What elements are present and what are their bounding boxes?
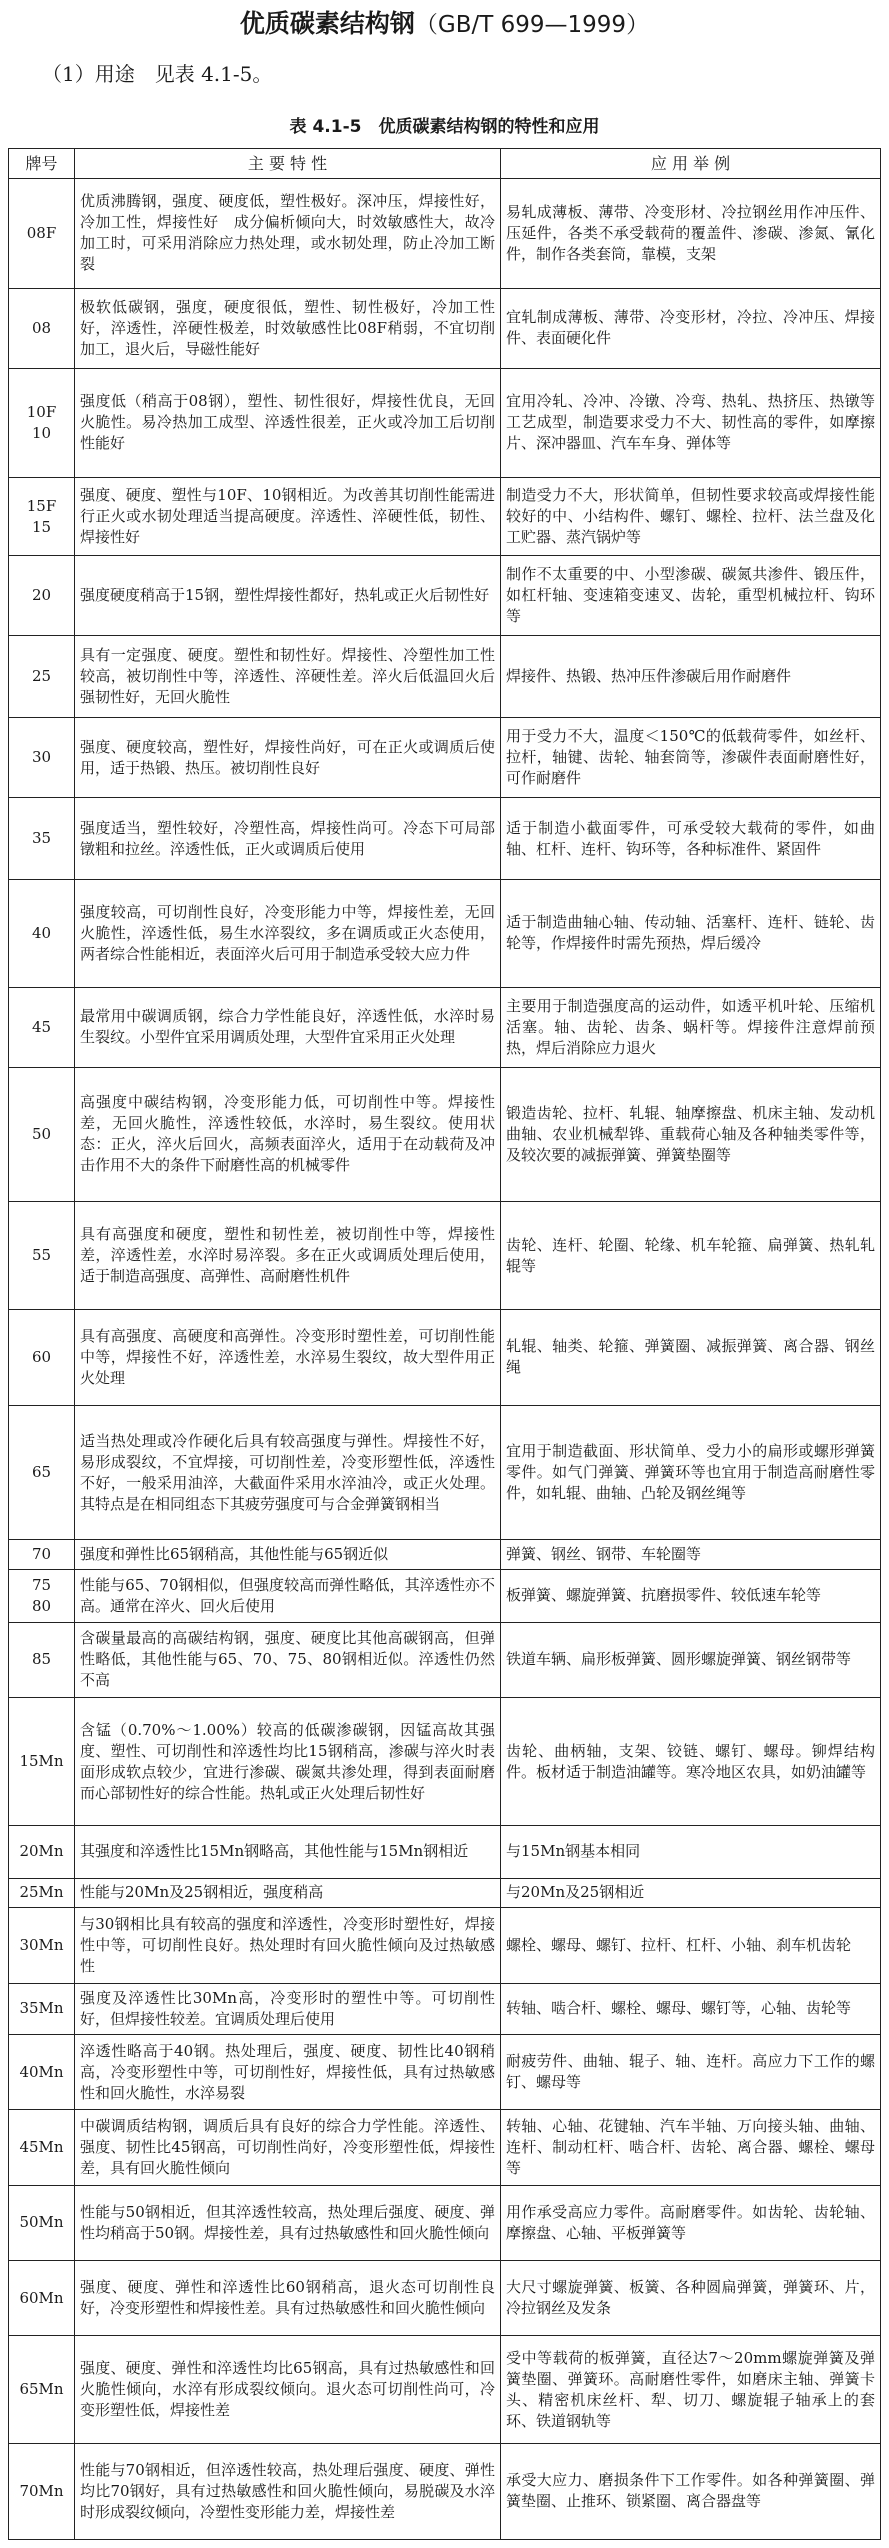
grade-cell: 15Mn (9, 1698, 75, 1826)
properties-cell: 具有高强度和硬度，塑性和韧性差，被切削性中等，焊接性差，淬透性差，水淬时易淬裂。多在正火或调质处理后使用，适于制造高强度、高弹性、高耐磨性机件 (75, 1202, 501, 1309)
table-row (9, 478, 881, 556)
table-row (9, 880, 881, 987)
grade-cell: 15F 15 (9, 478, 75, 556)
table-row (9, 555, 881, 635)
applications-cell: 板弹簧、螺旋弹簧、抗磨损零件、较低速车轮等 (501, 1570, 881, 1623)
usage-line: （1）用途 见表 4.1-5。 (42, 62, 273, 86)
applications-cell: 主要用于制造强度高的运动件，如透平机叶轮、压缩机活塞。轴、齿轮、齿条、蜗杆等。焊接件注意焊前预热，焊后消除应力退火 (501, 987, 881, 1067)
properties-cell: 具有一定强度、硬度。塑性和韧性好。焊接性、冷塑性加工性较高，被切削性中等，淬透性、淬硬性差。淬火后低温回火后强韧性好，无回火脆性 (75, 635, 501, 717)
table-row (9, 2261, 881, 2336)
grade-cell: 20Mn (9, 1825, 75, 1878)
applications-cell: 用于受力不大，温度＜150℃的低载荷零件，如丝杆、拉杆，轴键、齿轮、轴套筒等，渗碳件表面耐磨性好，可作耐磨件 (501, 718, 881, 798)
table-caption: 表 4.1-5 优质碳素结构钢的特性和应用 (289, 117, 600, 137)
applications-cell: 与15Mn钢基本相同 (501, 1825, 881, 1878)
column-header-grade: 牌号 (9, 149, 75, 179)
table-row (9, 1908, 881, 1983)
table-row (9, 1309, 881, 1405)
properties-cell: 高强度中碳结构钢，冷变形能力低，可切削性中等。焊接性差，无回火脆性，淬透性较低，水淬时，易生裂纹。使用状态：正火，淬火后回火，高频表面淬火，适用于在动载荷及冲击作用不大的条件下耐磨性高的机械零件 (75, 1067, 501, 1202)
table-row (9, 2185, 881, 2260)
properties-cell: 中碳调质结构钢，调质后具有良好的综合力学性能。淬透性、强度、韧性比45钢高，可切削性尚好，冷变形塑性低，焊接性差，具有回火脆性倾向 (75, 2110, 501, 2185)
table-row (9, 1878, 881, 1908)
applications-cell: 锻造齿轮、拉杆、轧辊、轴摩擦盘、机床主轴、发动机曲轴、农业机械犁铧、重载荷心轴及各种轴类零件等，及较次要的减振弹簧、弹簧垫圈等 (501, 1067, 881, 1202)
grade-cell: 40Mn (9, 2034, 75, 2109)
grade-cell: 08F (9, 179, 75, 289)
properties-cell: 含碳量最高的高碳结构钢，强度、硬度比其他高碳钢高，但弹性略低，其他性能与65、70、75、80钢相近似。淬透性仍然不高 (75, 1622, 501, 1697)
column-header-properties: 主 要 特 性 (75, 149, 501, 179)
table-row (9, 1698, 881, 1826)
grade-cell: 20 (9, 555, 75, 635)
table-row (9, 1067, 881, 1202)
grade-cell: 85 (9, 1622, 75, 1697)
applications-cell: 受中等载荷的板弹簧，直径达7～20mm螺旋弹簧及弹簧垫圈、弹簧环。高耐磨性零件，如磨床主轴、弹簧卡头、精密机床丝杆、犁、切刀、螺旋辊子轴承上的套环、铁道钢轨等 (501, 2336, 881, 2443)
applications-cell: 宜用于制造截面、形状简单、受力小的扁形或螺形弹簧零件。如气门弹簧、弹簧环等也宜用于制造高耐磨性零件，如轧辊、曲轴、凸轮及钢丝绳等 (501, 1405, 881, 1540)
applications-cell: 铁道车辆、扁形板弹簧、圆形螺旋弹簧、钢丝钢带等 (501, 1622, 881, 1697)
properties-cell: 性能与20Mn及25钢相近，强度稍高 (75, 1878, 501, 1908)
applications-cell: 适于制造小截面零件，可承受较大载荷的零件，如曲轴、杠杆、连杆、钩环等，各种标准件、紧固件 (501, 798, 881, 880)
grade-cell: 35Mn (9, 1983, 75, 2034)
applications-cell: 易轧成薄板、薄带、冷变形材、冷拉钢丝用作冲压件、压延件，各类不承受载荷的覆盖件、渗碳、渗氮、氰化件，制作各类套筒，靠模，支架 (501, 179, 881, 289)
grade-cell: 45 (9, 987, 75, 1067)
applications-cell: 用作承受高应力零件。高耐磨零件。如齿轮、齿轮轴、摩擦盘、心轴、平板弹簧等 (501, 2185, 881, 2260)
grade-cell: 45Mn (9, 2110, 75, 2185)
properties-cell: 含锰（0.70%～1.00%）较高的低碳渗碳钢，因锰高故其强度、塑性、可切削性和淬透性均比15钢稍高，渗碳与淬火时表面形成软点较少，宜进行渗碳、碳氮共渗处理，得到表面耐磨而心部韧性好的综合性能。热轧或正火处理后韧性好 (75, 1698, 501, 1826)
applications-cell: 齿轮、连杆、轮圈、轮缘、机车轮箍、扁弹簧、热轧轧辊等 (501, 1202, 881, 1309)
properties-cell: 与30钢相比具有较高的强度和淬透性，冷变形时塑性好，焊接性中等，可切削性良好。热处理时有回火脆性倾向及过热敏感性 (75, 1908, 501, 1983)
table-row (9, 1622, 881, 1697)
applications-cell: 弹簧、钢丝、钢带、车轮圈等 (501, 1540, 881, 1570)
properties-cell: 最常用中碳调质钢，综合力学性能良好，淬透性低，水淬时易生裂纹。小型件宜采用调质处理，大型件宜采用正火处理 (75, 987, 501, 1067)
grade-cell: 40 (9, 880, 75, 987)
properties-cell: 具有高强度、高硬度和高弹性。冷变形时塑性差，可切削性能中等，焊接性不好，淬透性差，水淬易生裂纹，故大型件用正火处理 (75, 1309, 501, 1405)
table-row (9, 1202, 881, 1309)
applications-cell: 承受大应力、磨损条件下工作零件。如各种弹簧圈、弹簧垫圈、止推环、锁紧圈、离合器盘等 (501, 2443, 881, 2539)
grade-cell: 50 (9, 1067, 75, 1202)
properties-cell: 强度硬度稍高于15钢，塑性焊接性都好，热轧或正火后韧性好 (75, 555, 501, 635)
table-row (9, 1540, 881, 1570)
applications-cell: 适于制造曲轴心轴、传动轴、活塞杆、连杆、链轮、齿轮等，作焊接件时需先预热，焊后缓冷 (501, 880, 881, 987)
grade-cell: 75 80 (9, 1570, 75, 1623)
applications-cell: 转轴、心轴、花键轴、汽车半轴、万向接头轴、曲轴、连杆、制动杠杆、啮合杆、齿轮、离合器、螺栓、螺母等 (501, 2110, 881, 2185)
properties-cell: 强度、硬度、弹性和淬透性均比65钢高，具有过热敏感性和回火脆性倾向，水淬有形成裂纹倾向。退火态可切削性尚可，冷变形塑性低，焊接性差 (75, 2336, 501, 2443)
grade-cell: 70 (9, 1540, 75, 1570)
properties-cell: 淬透性略高于40钢。热处理后，强度、硬度、韧性比40钢稍高，冷变形塑性中等，可切削性好，焊接性低，具有过热敏感性和回火脆性，水淬易裂 (75, 2034, 501, 2109)
grade-cell: 25Mn (9, 1878, 75, 1908)
applications-cell: 与20Mn及25钢相近 (501, 1878, 881, 1908)
grade-cell: 10F 10 (9, 368, 75, 478)
grade-cell: 35 (9, 798, 75, 880)
table-row (9, 288, 881, 368)
properties-cell: 极软低碳钢，强度，硬度很低，塑性、韧性极好，冷加工性好，淬透性，淬硬性极差，时效敏感性比08F稍弱，不宜切削加工，退火后，导磁性能好 (75, 288, 501, 368)
applications-cell: 宜轧制成薄板、薄带、冷变形材，冷拉、冷冲压、焊接件、表面硬化件 (501, 288, 881, 368)
table-row (9, 368, 881, 478)
column-header-applications: 应 用 举 例 (501, 149, 881, 179)
properties-cell: 强度较高，可切削性良好，冷变形能力中等，焊接性差，无回火脆性，淬透性低，易生水淬裂纹，多在调质或正火态使用，两者综合性能相近，表面淬火后可用于制造承受较大应力件 (75, 880, 501, 987)
applications-cell: 齿轮、曲柄轴，支架、铰链、螺钉、螺母。铆焊结构件。板材适于制造油罐等。寒冷地区农具，如奶油罐等 (501, 1698, 881, 1826)
properties-cell: 强度、硬度、弹性和淬透性比60钢稍高，退火态可切削性良好，冷变形塑性和焊接性差。具有过热敏感性和回火脆性倾向 (75, 2261, 501, 2336)
table-row (9, 987, 881, 1067)
properties-cell: 适当热处理或冷作硬化后具有较高强度与弹性。焊接性不好，易形成裂纹，不宜焊接，可切削性差，冷变形塑性低，淬透性不好，一般采用油淬，大截面件采用水淬油冷，或正火处理。其特点是在相同组态下其疲劳强度可与合金弹簧钢相当 (75, 1405, 501, 1540)
applications-cell: 螺栓、螺母、螺钉、拉杆、杠杆、小轴、刹车机齿轮 (501, 1908, 881, 1983)
applications-cell: 轧辊、轴类、轮箍、弹簧圈、减振弹簧、离合器、钢丝绳 (501, 1309, 881, 1405)
table-row (9, 1570, 881, 1623)
grade-cell: 08 (9, 288, 75, 368)
properties-cell: 强度低（稍高于08钢），塑性、韧性很好，焊接性优良，无回火脆性。易冷热加工成型、淬透性很差，正火或冷加工后切削性能好 (75, 368, 501, 478)
applications-cell: 宜用冷轧、冷冲、冷镦、冷弯、热轧、热挤压、热镦等工艺成型，制造要求受力不大、韧性高的零件，如摩擦片、深冲器皿、汽车车身、弹体等 (501, 368, 881, 478)
grade-cell: 30 (9, 718, 75, 798)
table-header-row (9, 149, 881, 179)
standard-number: （GB/T 699—1999） (414, 12, 650, 38)
properties-cell: 性能与50钢相近，但其淬透性较高，热处理后强度、硬度、弹性均稍高于50钢。焊接性差，具有过热敏感性和回火脆性倾向 (75, 2185, 501, 2260)
table-row (9, 635, 881, 717)
page-title (0, 4, 889, 40)
table-row (9, 2443, 881, 2539)
properties-cell: 强度和弹性比65钢稍高，其他性能与65钢近似 (75, 1540, 501, 1570)
properties-cell: 性能与70钢相近，但淬透性较高，热处理后强度、硬度、弹性均比70钢好，具有过热敏感性和回火脆性倾向，易脱碳及水淬时形成裂纹倾向，冷塑性变形能力差，焊接性差 (75, 2443, 501, 2539)
properties-cell: 强度、硬度较高，塑性好，焊接性尚好，可在正火或调质后使用，适于热锻、热压。被切削性良好 (75, 718, 501, 798)
grade-cell: 60Mn (9, 2261, 75, 2336)
grade-cell: 65Mn (9, 2336, 75, 2443)
grade-cell: 50Mn (9, 2185, 75, 2260)
grade-cell: 70Mn (9, 2443, 75, 2539)
title-main: 优质碳素结构钢 (239, 9, 415, 38)
applications-cell: 大尺寸螺旋弹簧、板簧、各种圆扁弹簧，弹簧环、片，冷拉钢丝及发条 (501, 2261, 881, 2336)
steel-properties-table (8, 148, 881, 2540)
properties-cell: 其强度和淬透性比15Mn钢略高，其他性能与15Mn钢相近 (75, 1825, 501, 1878)
properties-cell: 强度适当，塑性较好，冷塑性高，焊接性尚可。冷态下可局部镦粗和拉丝。淬透性低，正火或调质后使用 (75, 798, 501, 880)
applications-cell: 制作不太重要的中、小型渗碳、碳氮共渗件、锻压件，如杠杆轴、变速箱变速叉、齿轮，重型机械拉杆、钩环等 (501, 555, 881, 635)
applications-cell: 转轴、啮合杆、螺栓、螺母、螺钉等，心轴、齿轮等 (501, 1983, 881, 2034)
properties-cell: 优质沸腾钢，强度、硬度低，塑性极好。深冲压，焊接性好，冷加工性，焊接性好 成分偏析倾向大，时效敏感性大，故冷加工时，可采用消除应力热处理，或水韧处理，防止冷加工断裂 (75, 179, 501, 289)
table-row (9, 798, 881, 880)
table-row (9, 2034, 881, 2109)
grade-cell: 60 (9, 1309, 75, 1405)
table-row (9, 718, 881, 798)
grade-cell: 30Mn (9, 1908, 75, 1983)
table-row (9, 1983, 881, 2034)
properties-cell: 强度、硬度、塑性与10F、10钢相近。为改善其切削性能需进行正火或水韧处理适当提高硬度。淬透性、淬硬性低，韧性、焊接性好 (75, 478, 501, 556)
properties-cell: 性能与65、70钢相似，但强度较高而弹性略低，其淬透性亦不高。通常在淬火、回火后使用 (75, 1570, 501, 1623)
grade-cell: 25 (9, 635, 75, 717)
table-row (9, 2336, 881, 2443)
table-row (9, 2110, 881, 2185)
table-row (9, 179, 881, 289)
grade-cell: 55 (9, 1202, 75, 1309)
applications-cell: 耐疲劳件、曲轴、辊子、轴、连杆。高应力下工作的螺钉、螺母等 (501, 2034, 881, 2109)
table-row (9, 1825, 881, 1878)
applications-cell: 制造受力不大，形状简单，但韧性要求较高或焊接性能较好的中、小结构件、螺钉、螺栓、拉杆、法兰盘及化工贮器、蒸汽锅炉等 (501, 478, 881, 556)
properties-cell: 强度及淬透性比30Mn高，冷变形时的塑性中等。可切削性好，但焊接性较差。宜调质处理后使用 (75, 1983, 501, 2034)
applications-cell: 焊接件、热锻、热冲压件渗碳后用作耐磨件 (501, 635, 881, 717)
table-row (9, 1405, 881, 1540)
grade-cell: 65 (9, 1405, 75, 1540)
